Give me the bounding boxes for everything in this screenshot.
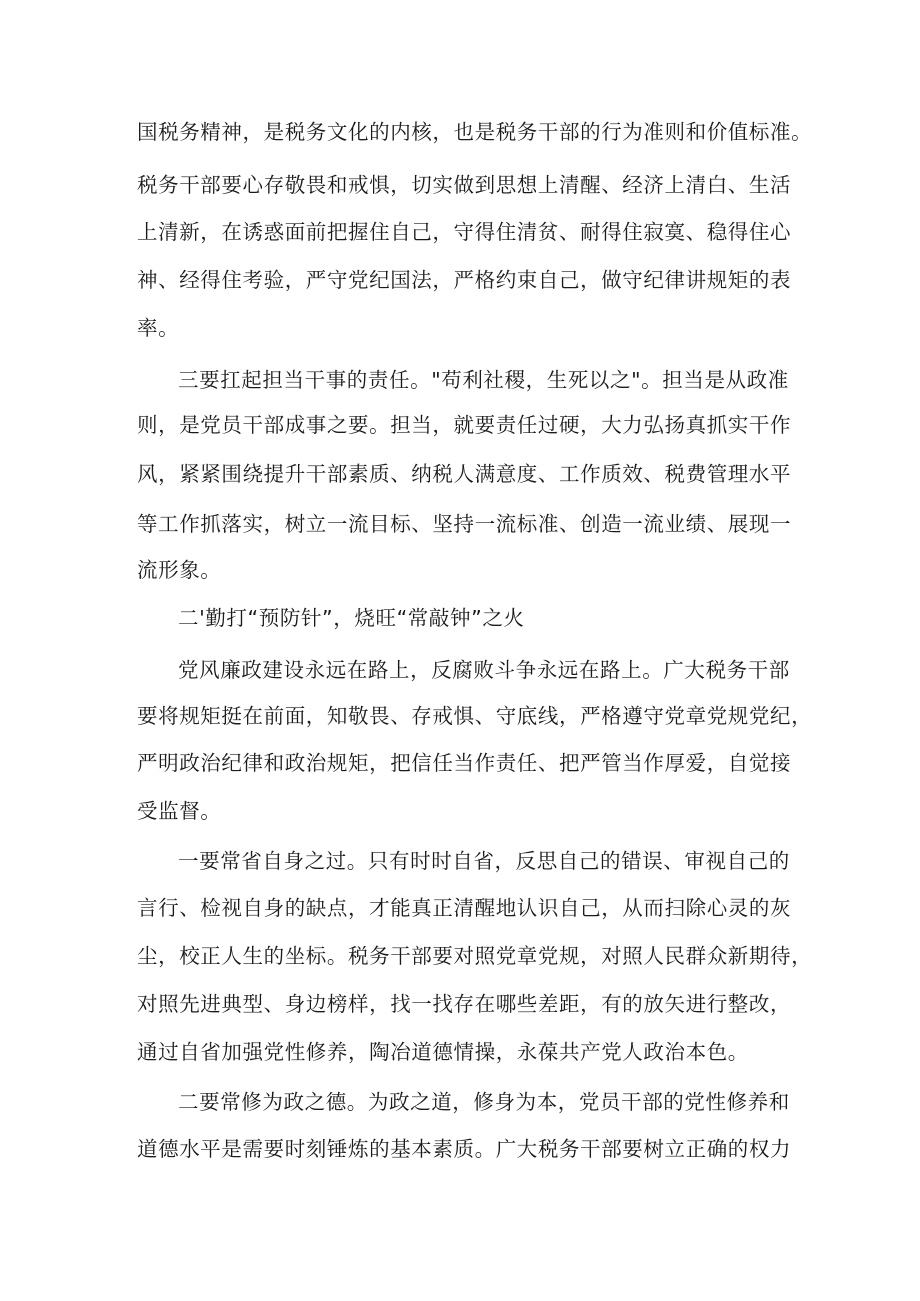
text-line: 二要常修为政之德。为政之道，修身为本，党员干部的党性修养和 bbox=[178, 1090, 790, 1114]
text-line: 国税务精神，是税务文化的内核，也是税务干部的行为准则和价值标准。 bbox=[137, 120, 813, 144]
text-line: 则，是党员干部成事之要。担当，就要责任过硬，大力弘扬真抓实干作 bbox=[137, 413, 792, 437]
text-line: 等工作抓落实，树立一流目标、坚持一流标准、创造一流业绩、展现一 bbox=[137, 512, 792, 536]
text-line: 税务干部要心存敬畏和戒惧，切实做到思想上清醒、经济上清白、生活 bbox=[137, 173, 792, 197]
text-line: 神、经得住考验，严守党纪国法，严格约束自己，做守纪律讲规矩的表 bbox=[137, 268, 792, 292]
text-line: 言行、检视自身的缺点，才能真正清醒地认识自己，从而扫除心灵的灰 bbox=[137, 896, 792, 920]
text-line: 受监督。 bbox=[137, 799, 222, 823]
text-line: 道德水平是需要时刻锤炼的基本素质。广大税务干部要树立正确的权力 bbox=[137, 1137, 792, 1161]
text-line: 上清新，在诱惑面前把握住自己，守得住清贫、耐得住寂寞、稳得住心 bbox=[137, 220, 792, 244]
text-line: 一要常省自身之过。只有时时自省，反思自己的错误、审视自己的 bbox=[178, 849, 790, 873]
text-line: 流形象。 bbox=[137, 558, 222, 582]
text-line: 三要扛起担当干事的责任。"苟利社稷，生死以之"。担当是从政准 bbox=[178, 368, 789, 392]
text-line: 通过自省加强党性修养，陶冶道德情操，永葆共产党人政治本色。 bbox=[137, 1040, 749, 1064]
text-line: 率。 bbox=[137, 316, 180, 340]
section-heading: 二'勤打“预防针”，烧旺“常敲钟”之火 bbox=[178, 606, 525, 630]
text-line: 严明政治纪律和政治规矩，把信任当作责任、把严管当作厚爱，自觉接 bbox=[137, 751, 792, 775]
text-line: 党风廉政建设永远在路上，反腐败斗争永远在路上。广大税务干部 bbox=[178, 658, 790, 682]
text-line: 要将规矩挺在前面，知敬畏、存戒惧、守底线，严格遵守党章党规党纪， bbox=[137, 704, 813, 728]
text-line: 对照先进典型、身边榜样，找一找存在哪些差距，有的放矢进行整改， bbox=[137, 992, 792, 1016]
text-line: 风，紧紧围绕提升干部素质、纳税人满意度、工作质效、税费管理水平 bbox=[137, 462, 792, 486]
text-line: 尘，校正人生的坐标。税务干部要对照党章党规，对照人民群众新期待， bbox=[137, 944, 813, 968]
